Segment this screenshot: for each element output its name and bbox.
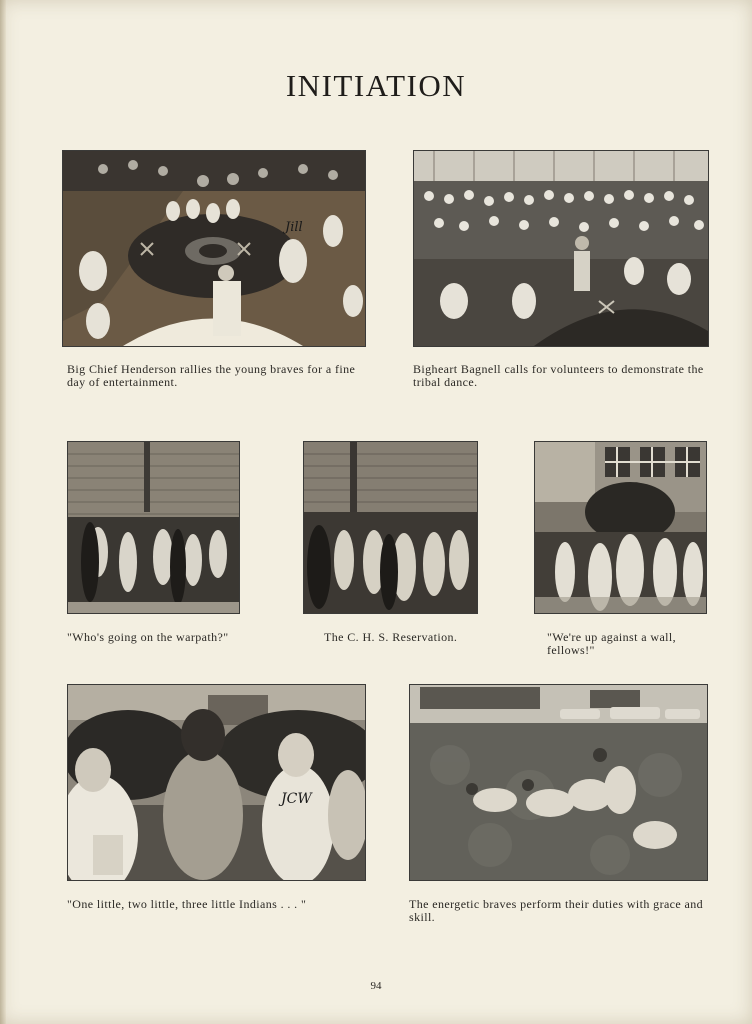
photo-energetic-braves: [409, 684, 708, 881]
page-binding: [0, 0, 6, 1024]
photo-big-chief-henderson: [62, 150, 366, 347]
page-number: 94: [370, 980, 382, 992]
caption-reservation: The C. H. S. Reservation.: [324, 630, 458, 644]
caption-little-indians: "One little, two little, three little Indians . . . ": [67, 897, 307, 911]
caption-wall: "We're up against a wall, fellows!": [547, 630, 677, 657]
handwriting-jcw: JCW: [281, 791, 312, 807]
photo-bigheart-bagnell: [413, 150, 709, 347]
photo-wall: [534, 441, 707, 614]
page-title: INITIATION: [285, 68, 467, 103]
caption-warpath: "Who's going on the warpath?": [67, 630, 229, 644]
caption-big-chief-henderson: Big Chief Henderson rallies the young braves for a fine day of entertainment.: [67, 362, 356, 389]
photo-little-indians: [67, 684, 366, 881]
caption-bigheart-bagnell: Bigheart Bagnell calls for volunteers to demonstrate the tribal dance.: [413, 362, 704, 389]
caption-energetic-braves: The energetic braves perform their duties with grace and skill.: [409, 897, 704, 924]
handwriting-jill: Jill: [285, 220, 303, 235]
photo-warpath: [67, 441, 240, 614]
photo-reservation: [303, 441, 478, 614]
